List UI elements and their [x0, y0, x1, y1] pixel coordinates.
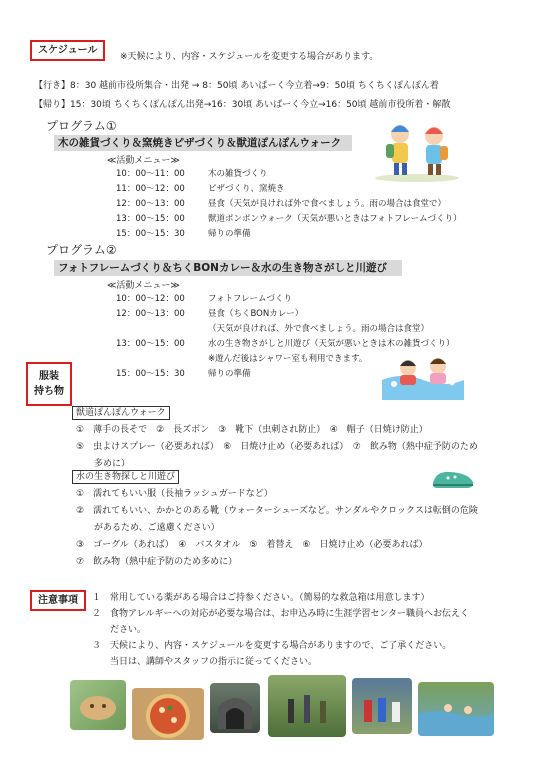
schedule-desc: ※遊んだ後はシャワー室も利用できます。: [208, 354, 368, 364]
schedule-desc: フォトフレームづくり: [208, 294, 292, 304]
schedule-time: 13：00～15：00: [116, 339, 185, 349]
schedule-desc: 帰りの準備: [208, 229, 251, 239]
schedule-row: [116, 368, 251, 380]
clothing-label: [26, 362, 72, 406]
schedule-time: 15：00～15：30: [116, 369, 185, 379]
water-shoe-illustration: [430, 467, 476, 491]
schedule-row: [116, 213, 462, 225]
schedule-desc: （天気が良ければ、外で食べましょう。雨の場合は食堂）: [208, 324, 430, 334]
schedule-time: 11：00～12：00: [116, 184, 185, 194]
list-item: ２ 食物アレルギーへの対応が必要な場合は、お申込み時に生涯学習センター職員へお伝えく: [92, 609, 470, 619]
schedule-desc: 昼食（ちくBONカレー）: [208, 309, 304, 319]
outbound-schedule: 【行き】8：30 越前市役所集合・出発 → 8：50頃 あいぱーく今立着→9：50頃 ちくちくぽんぽん着: [34, 81, 439, 91]
return-schedule: 【帰り】15：30頃 ちくちくぽんぽん出発→16：30頃 あいぱーく今立→16：50頃 越前市役所着・解散: [34, 100, 451, 110]
schedule-row: [116, 338, 455, 350]
schedule-time: 15：00～15：30: [116, 229, 185, 239]
program2-menu-label: ≪活動メニュー≫: [107, 281, 180, 291]
schedule-row: [116, 308, 303, 320]
schedule-desc: 木の雑貨づくり: [208, 169, 268, 179]
schedule-time: 10：00～12：00: [116, 294, 185, 304]
hiking-kids-illustration: [372, 120, 462, 182]
photo-group-outdoors: [352, 678, 412, 734]
list-item: ③ ゴーグル（あれば） ④ バスタオル ⑤ 着替え ⑥ 日焼け止め（必要あれば）: [76, 540, 428, 550]
program2-title: フォトフレームづくり＆ちくBONカレー＆水の生き物さがしと川遊び: [54, 260, 402, 276]
schedule-notice: ※天候により、内容・スケジュールを変更する場合があります。: [120, 52, 379, 62]
schedule-row: [116, 228, 251, 240]
clothing-label-line1: 服装: [39, 371, 59, 382]
schedule-label: スケジュール: [30, 40, 105, 61]
list-item: ３ 天候により、内容・スケジュールを変更する場合がありますので、ご了承ください。: [92, 641, 452, 651]
program1-title: 木の雑貨づくり＆窯焼きピザづくり＆獣道ぽんぽんウォーク: [54, 135, 352, 151]
photo-oven: [210, 683, 260, 733]
list-item: ださい。: [92, 625, 147, 635]
schedule-time: 12：00～13：00: [116, 199, 185, 209]
list-item: ⑤ 虫よけスプレー（必要あれば） ⑥ 日焼け止め（必要あれば） ⑦ 飲み物（熱中症予防のため: [76, 442, 478, 452]
list-item: ② 濡れてもいい、かかとのある靴（ウォーターシューズなど。サンダルやクロックスは転倒の危険: [76, 506, 478, 516]
schedule-row: [116, 323, 429, 335]
schedule-row: [116, 168, 268, 180]
river-items-title: 水の生き物探しと川遊び: [72, 470, 179, 484]
list-item: 多めに）: [76, 459, 131, 469]
notes-label: 注意事項: [30, 590, 86, 611]
schedule-row: [116, 353, 367, 365]
list-item: 当日は、講師やスタッフの指示に従ってください。: [92, 657, 318, 667]
schedule-desc: 水の生き物さがしと川遊び（天気が悪いときは木の雑貨づくり）: [208, 339, 455, 349]
schedule-row: [116, 183, 285, 195]
list-item: があるため、ご遠慮ください）: [76, 523, 220, 533]
program1-menu-label: ≪活動メニュー≫: [107, 156, 180, 166]
list-item: １ 常用している薬がある場合はご持参ください。（簡易的な救急箱は用意します）: [92, 593, 430, 603]
photo-river-play: [418, 682, 494, 736]
clothing-label-line2: 持ち物: [34, 386, 64, 397]
schedule-time: 12：00～13：00: [116, 309, 185, 319]
list-item: ① 薄手の長そで ② 長ズボン ③ 靴下（虫刺され防止） ④ 帽子（日焼け防止）: [76, 425, 428, 435]
schedule-time: 13：00～15：00: [116, 214, 185, 224]
schedule-desc: ピザづくり、窯焼き: [208, 184, 285, 194]
schedule-row: [116, 293, 292, 305]
list-item: ⑦ 飲み物（熱中症予防のため多めに）: [76, 557, 238, 567]
walk-items-title: 獣道ぽんぽんウォーク: [72, 406, 170, 420]
schedule-desc: 獣道ポンポンウォーク（天気が悪いときはフォトフレームづくり）: [208, 214, 462, 224]
schedule-time: 10：00～11：00: [116, 169, 185, 179]
schedule-desc: 昼食（天気が良ければ外で食べましょう。雨の場合は食堂で）: [208, 199, 447, 209]
photo-wood-craft: [70, 680, 126, 730]
list-item: ① 濡れてもいい服（長袖ラッシュガードなど）: [76, 489, 273, 499]
photo-forest-walk: [268, 675, 346, 737]
water-play-illustration: [382, 350, 464, 400]
schedule-desc: 帰りの準備: [208, 369, 251, 379]
program2-heading: プログラム②: [46, 243, 117, 257]
photo-pizza: [132, 688, 204, 740]
program1-heading: プログラム①: [46, 119, 117, 133]
schedule-row: [116, 198, 446, 210]
